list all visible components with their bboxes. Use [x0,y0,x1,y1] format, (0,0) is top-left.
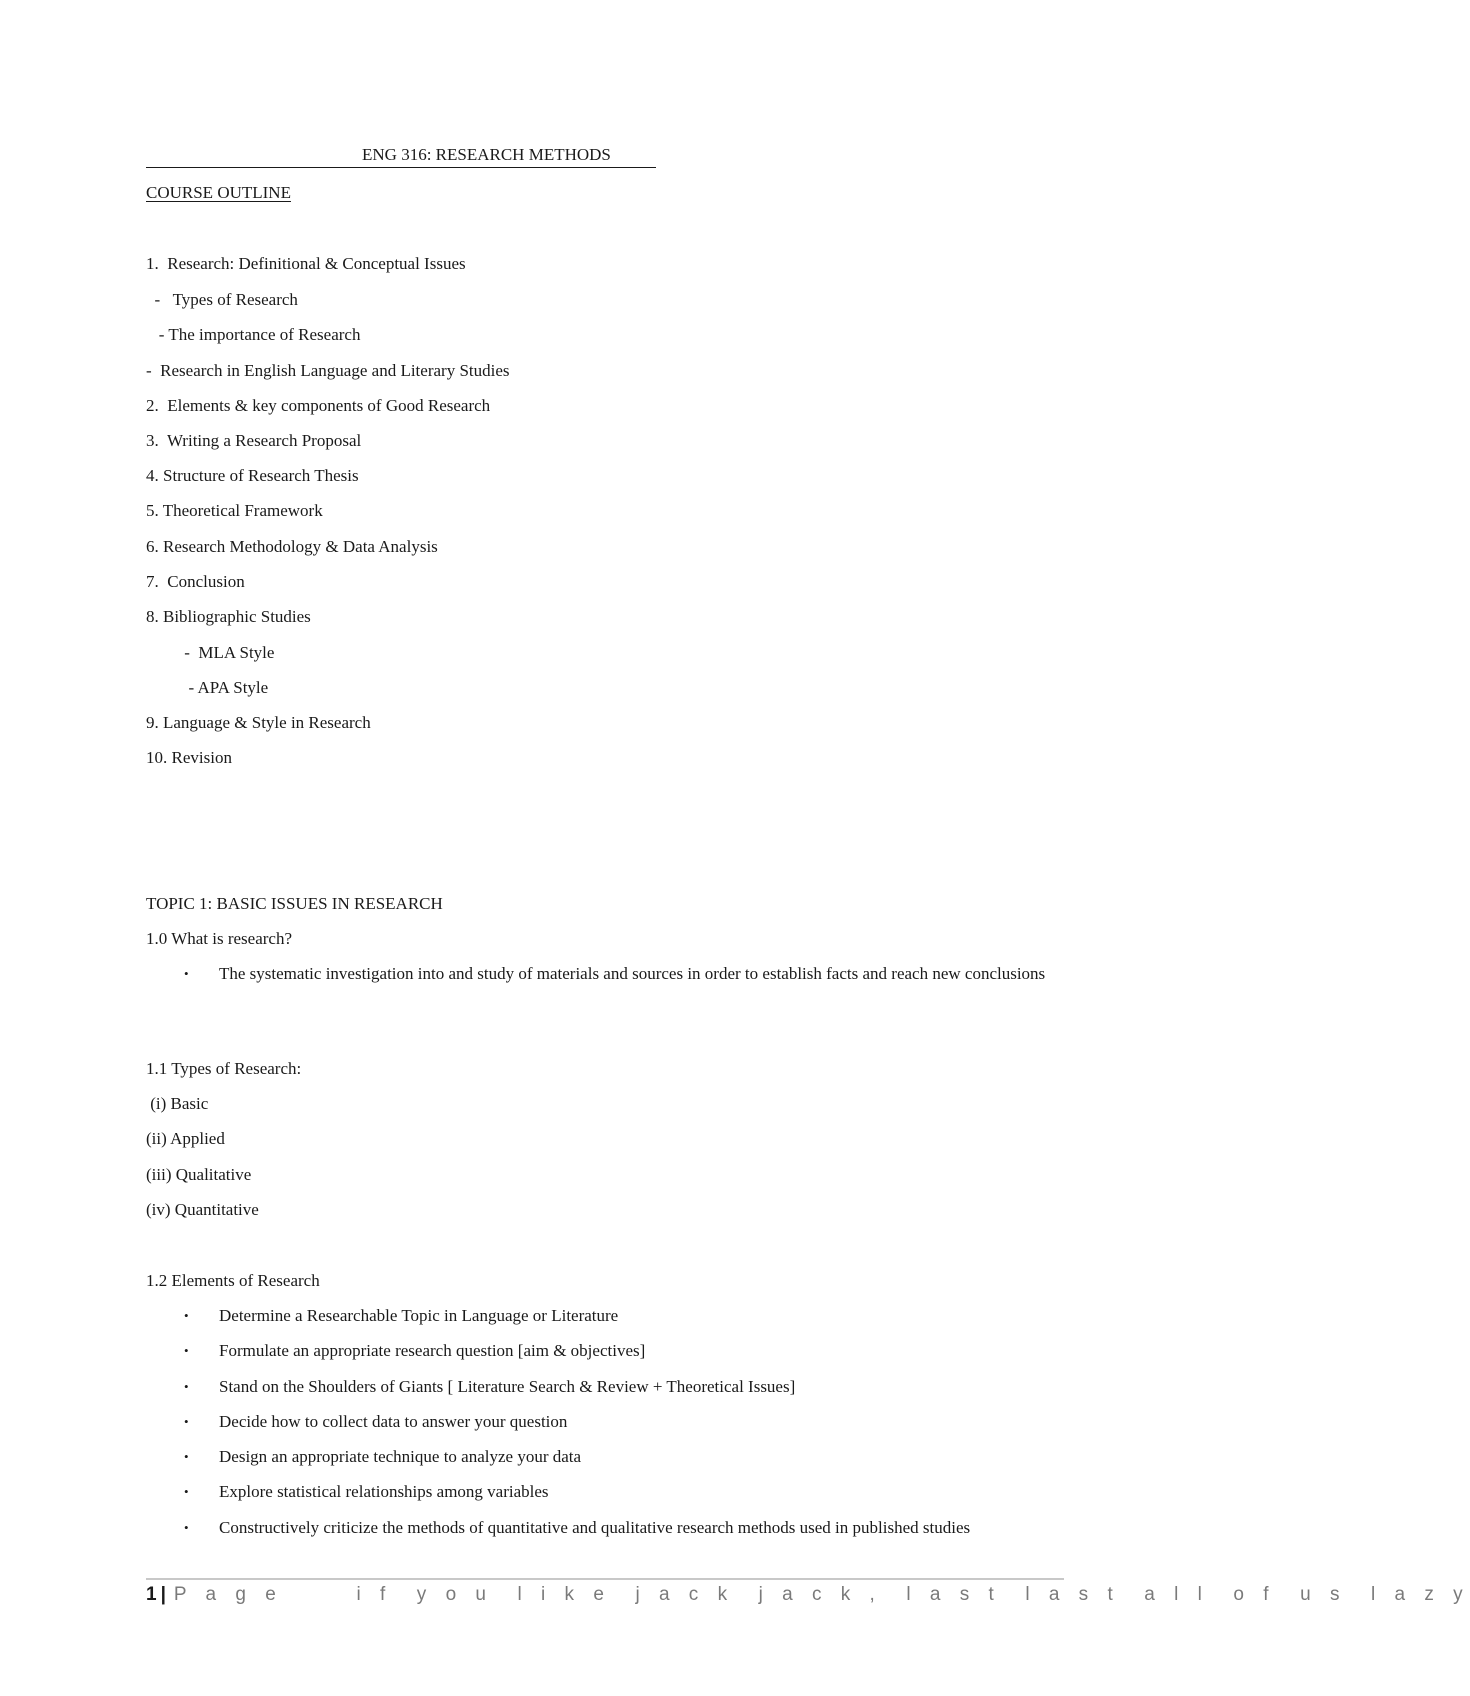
outline-item: - Types of Research [146,290,298,309]
bullet-icon: • [184,1449,189,1464]
outline-item: 5. Theoretical Framework [146,501,323,520]
element-item: Stand on the Shoulders of Giants [ Literature Search & Review + Theoretical Issues] [219,1377,796,1396]
bullet-icon: • [184,966,189,981]
bullet-icon: • [184,1414,189,1429]
bullet-icon: • [184,1484,189,1499]
course-outline-heading: COURSE OUTLINE [146,183,291,202]
outline-item: - Research in English Language and Literary Studies [146,361,510,380]
type-item: (iv) Quantitative [146,1200,259,1219]
research-definition: The systematic investigation into and study of materials and sources in order to establish facts and reach new conclusions [219,964,1046,983]
outline-item: 8. Bibliographic Studies [146,607,311,626]
outline-item: - MLA Style [146,643,275,662]
element-item: Constructively criticize the methods of quantitative and qualitative research methods used in published studies [219,1518,971,1537]
footer-divider [146,1578,1064,1580]
element-item: Decide how to collect data to answer your question [219,1412,568,1431]
outline-item: 7. Conclusion [146,572,245,591]
types-heading: 1.1 Types of Research: [146,1059,302,1078]
bullet-icon: • [184,1308,189,1323]
element-item: Design an appropriate technique to analyze your data [219,1447,582,1466]
outline-item: 1. Research: Definitional & Conceptual Issues [146,254,466,273]
footer-separator: | [160,1584,166,1605]
outline-item: - The importance of Research [146,325,361,344]
type-item: (i) Basic [146,1094,209,1113]
outline-item: 9. Language & Style in Research [146,713,371,732]
outline-item: 6. Research Methodology & Data Analysis [146,537,438,556]
bullet-icon: • [184,1343,189,1358]
type-item: (ii) Applied [146,1129,225,1148]
elements-heading: 1.2 Elements of Research [146,1271,320,1290]
outline-item: 10. Revision [146,748,232,767]
page-footer [146,1584,1470,1606]
page-label: P a g e [173,1584,283,1605]
type-item: (iii) Qualitative [146,1165,252,1184]
element-item: Determine a Researchable Topic in Language or Literature [219,1306,619,1325]
outline-item: 3. Writing a Research Proposal [146,431,362,450]
outline-item: 2. Elements & key components of Good Research [146,396,491,415]
element-item: Formulate an appropriate research question [aim & objectives] [219,1341,646,1360]
outline-item: - APA Style [146,678,269,697]
bullet-icon: • [184,1379,189,1394]
element-item: Explore statistical relationships among variables [219,1482,549,1501]
topic-heading: TOPIC 1: BASIC ISSUES IN RESEARCH [146,894,443,913]
bullet-icon: • [184,1520,189,1535]
page-number: 1 [146,1584,157,1605]
outline-item: 4. Structure of Research Thesis [146,466,359,485]
document-title: ENG 316: RESEARCH METHODS [362,145,611,164]
footer-tagline: i f y o u l i k e j a c k j a c k , l a s t l a s t a l l o f u s l a z y [356,1584,1470,1605]
what-is-research-heading: 1.0 What is research? [146,929,293,948]
